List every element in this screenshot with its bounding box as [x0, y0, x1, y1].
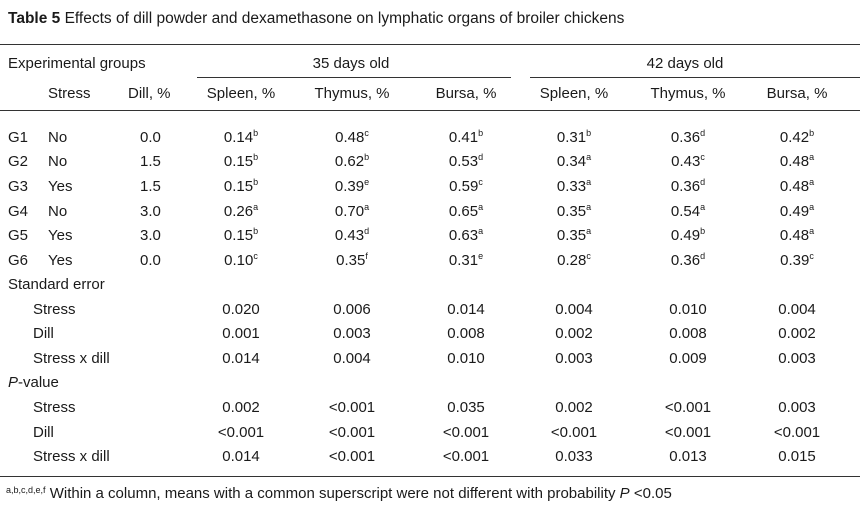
- cell-superscript: b: [364, 152, 370, 162]
- cell-value: 0.53: [448, 153, 479, 170]
- cell-value: 0.36: [670, 178, 701, 195]
- table-cell: [557, 227, 591, 245]
- table-cell: <0.001: [664, 399, 712, 416]
- header-experimental-groups: Experimental groups: [8, 55, 146, 72]
- cell-superscript: a: [364, 202, 370, 212]
- stat-row-label: Stress: [33, 301, 76, 318]
- cell-superscript: a: [809, 177, 815, 187]
- table-cell: <0.001: [328, 424, 376, 441]
- table-cell: [780, 178, 814, 196]
- group-dill: 0.0: [140, 129, 161, 146]
- table-cell: [780, 153, 814, 171]
- table-cell: <0.001: [442, 424, 490, 441]
- table-cell: [224, 252, 258, 270]
- table-cell: [780, 252, 814, 270]
- table-cell: [557, 178, 591, 196]
- cell-superscript: c: [809, 251, 814, 261]
- table-cell: 0.014: [222, 350, 260, 367]
- group-stress: Yes: [48, 252, 73, 269]
- column-header: Bursa, %: [435, 85, 497, 102]
- cell-superscript: b: [809, 128, 815, 138]
- table-cell: [449, 252, 483, 270]
- rule-42-days: [530, 77, 860, 78]
- cell-value: 0.15: [223, 153, 254, 170]
- cell-value: 0.49: [670, 227, 701, 244]
- cell-superscript: a: [586, 226, 592, 236]
- stat-row-label: Dill: [33, 424, 54, 441]
- cell-value: 0.59: [449, 178, 479, 195]
- cell-value: 0.26: [223, 203, 254, 220]
- section-p-value: [8, 374, 59, 392]
- cell-value: 0.41: [448, 129, 479, 146]
- table-cell: [671, 227, 705, 245]
- table-cell: [335, 178, 369, 196]
- cell-value: 0.65: [448, 203, 479, 220]
- group-id: G5: [8, 227, 29, 244]
- table-cell: [224, 203, 258, 221]
- cell-value: 0.43: [671, 153, 701, 170]
- cell-superscript: c: [586, 251, 591, 261]
- table-cell: [335, 227, 369, 245]
- cell-superscript: b: [253, 128, 259, 138]
- table-cell: <0.001: [328, 448, 376, 465]
- table-cell: <0.001: [550, 424, 598, 441]
- table-cell: 0.013: [669, 448, 707, 465]
- table-cell: 0.002: [555, 399, 593, 416]
- table-cell: [780, 227, 814, 245]
- table-cell: <0.001: [773, 424, 821, 441]
- cell-superscript: b: [253, 152, 259, 162]
- table-label: Table 5: [8, 10, 61, 27]
- table-cell: 0.014: [222, 448, 260, 465]
- table-cell: [557, 252, 591, 270]
- cell-value: 0.36: [670, 252, 701, 269]
- rule-35-days: [197, 77, 511, 78]
- footnote-p: P: [619, 485, 630, 502]
- table-cell: [449, 227, 483, 245]
- table-cell: [671, 178, 705, 196]
- cell-superscript: a: [809, 152, 815, 162]
- header-42-days: 42 days old: [646, 55, 724, 72]
- cell-value: 0.49: [779, 203, 810, 220]
- cell-superscript: a: [700, 202, 706, 212]
- cell-value: 0.48: [779, 178, 810, 195]
- caption-text: Effects of dill powder and dexamethasone on lymphatic organs of broiler chickens: [60, 10, 625, 27]
- top-rule: [0, 44, 860, 45]
- table-cell: 0.008: [447, 325, 485, 342]
- table-cell: 0.002: [222, 399, 260, 416]
- cell-value: 0.28: [557, 252, 587, 269]
- table-cell: 0.033: [555, 448, 593, 465]
- cell-superscript: b: [253, 226, 259, 236]
- cell-superscript: e: [478, 251, 484, 261]
- table-cell: [557, 203, 591, 221]
- header-rule: [0, 110, 860, 111]
- table-caption: [8, 10, 624, 28]
- group-id: G4: [8, 203, 29, 220]
- group-stress: No: [48, 153, 68, 170]
- cell-value: 0.63: [448, 227, 479, 244]
- cell-superscript: a: [253, 202, 259, 212]
- table-cell: 0.002: [778, 325, 816, 342]
- table-cell: <0.001: [217, 424, 265, 441]
- cell-value: 0.62: [334, 153, 365, 170]
- cell-superscript: e: [364, 177, 370, 187]
- table-cell: <0.001: [328, 399, 376, 416]
- table-cell: 0.035: [447, 399, 485, 416]
- cell-value: 0.48: [335, 129, 365, 146]
- cell-value: 0.39: [780, 252, 810, 269]
- group-id: G2: [8, 153, 29, 170]
- cell-value: 0.43: [334, 227, 365, 244]
- cell-value: 0.15: [223, 227, 254, 244]
- table-cell: [671, 252, 705, 270]
- cell-value: 0.14: [223, 129, 254, 146]
- stat-row-label: Stress x dill: [33, 350, 110, 367]
- column-header: Thymus, %: [314, 85, 390, 102]
- cell-superscript: c: [700, 152, 705, 162]
- cell-value: 0.10: [224, 252, 254, 269]
- cell-value: 0.34: [556, 153, 587, 170]
- table-cell: [557, 129, 591, 147]
- table-cell: 0.004: [778, 301, 816, 318]
- cell-superscript: a: [809, 226, 815, 236]
- stat-row-label: Stress: [33, 399, 76, 416]
- column-header: Thymus, %: [650, 85, 726, 102]
- cell-superscript: b: [700, 226, 706, 236]
- cell-value: 0.39: [334, 178, 365, 195]
- table-cell: 0.008: [669, 325, 707, 342]
- section-standard-error: Standard error: [8, 276, 105, 293]
- table-cell: [224, 178, 258, 196]
- table-cell: [671, 153, 705, 171]
- cell-superscript: c: [364, 128, 369, 138]
- table-cell: 0.010: [669, 301, 707, 318]
- table-cell: 0.006: [333, 301, 371, 318]
- cell-value: 0.42: [779, 129, 810, 146]
- table-cell: [224, 129, 258, 147]
- cell-superscript: c: [253, 251, 258, 261]
- cell-value: 0.35: [556, 203, 587, 220]
- footnote-text: Within a column, means with a common superscript were not different with probability: [45, 485, 620, 502]
- group-dill: 1.5: [140, 178, 161, 195]
- table-cell: [335, 129, 369, 147]
- table-cell: <0.001: [442, 448, 490, 465]
- table-cell: [224, 153, 258, 171]
- group-id: G1: [8, 129, 29, 146]
- cell-superscript: a: [586, 202, 592, 212]
- cell-superscript: b: [253, 177, 259, 187]
- table-cell: [449, 129, 483, 147]
- table-cell: 0.003: [555, 350, 593, 367]
- table-cell: [335, 153, 369, 171]
- table-cell: [336, 252, 368, 270]
- table-cell: [449, 203, 483, 221]
- table-cell: <0.001: [664, 424, 712, 441]
- cell-superscript: d: [700, 177, 706, 187]
- table-cell: 0.020: [222, 301, 260, 318]
- cell-value: 0.31: [448, 252, 479, 269]
- footnote-superscripts: a,b,c,d,e,f: [6, 485, 46, 495]
- group-dill: 3.0: [140, 203, 161, 220]
- table-cell: 0.002: [555, 325, 593, 342]
- table-cell: 0.004: [333, 350, 371, 367]
- cell-value: 0.48: [779, 227, 810, 244]
- cell-superscript: d: [364, 226, 370, 236]
- group-id: G3: [8, 178, 29, 195]
- column-header: Bursa, %: [766, 85, 828, 102]
- column-header: Spleen, %: [539, 85, 609, 102]
- cell-value: 0.15: [223, 178, 254, 195]
- table-cell: [449, 178, 483, 196]
- cell-superscript: a: [809, 202, 815, 212]
- cell-value: 0.48: [779, 153, 810, 170]
- table-cell: 0.009: [669, 350, 707, 367]
- cell-superscript: d: [478, 152, 484, 162]
- group-stress: Yes: [48, 227, 73, 244]
- cell-superscript: a: [586, 152, 592, 162]
- group-dill: 0.0: [140, 252, 161, 269]
- cell-value: 0.70: [334, 203, 365, 220]
- group-dill: 3.0: [140, 227, 161, 244]
- cell-superscript: f: [365, 251, 368, 261]
- stat-row-label: Stress x dill: [33, 448, 110, 465]
- column-header: Spleen, %: [206, 85, 276, 102]
- cell-superscript: b: [478, 128, 484, 138]
- group-stress: Yes: [48, 178, 73, 195]
- cell-superscript: a: [478, 202, 484, 212]
- p-value-rest: -value: [18, 374, 59, 391]
- table-cell: 0.015: [778, 448, 816, 465]
- group-stress: No: [48, 129, 68, 146]
- table-cell: [335, 203, 369, 221]
- cell-value: 0.54: [670, 203, 701, 220]
- cell-superscript: a: [478, 226, 484, 236]
- cell-superscript: b: [586, 128, 592, 138]
- cell-superscript: d: [700, 128, 706, 138]
- header-dill: Dill, %: [128, 85, 171, 102]
- group-stress: No: [48, 203, 68, 220]
- table-cell: 0.003: [778, 350, 816, 367]
- footnote-threshold: <0.05: [629, 485, 672, 502]
- cell-value: 0.35: [336, 252, 366, 269]
- header-stress: Stress: [48, 85, 91, 102]
- cell-value: 0.31: [556, 129, 587, 146]
- cell-superscript: a: [586, 177, 592, 187]
- group-dill: 1.5: [140, 153, 161, 170]
- bottom-rule: [0, 476, 860, 477]
- table-cell: [780, 203, 814, 221]
- table-cell: 0.001: [222, 325, 260, 342]
- table-cell: [780, 129, 814, 147]
- table-cell: [224, 227, 258, 245]
- stat-row-label: Dill: [33, 325, 54, 342]
- cell-superscript: c: [478, 177, 483, 187]
- cell-value: 0.36: [670, 129, 701, 146]
- table-cell: [449, 153, 483, 171]
- table-cell: [671, 129, 705, 147]
- table-cell: [671, 203, 705, 221]
- footnote: [6, 485, 672, 502]
- header-35-days: 35 days old: [312, 55, 390, 72]
- table-cell: 0.003: [778, 399, 816, 416]
- cell-value: 0.33: [556, 178, 587, 195]
- cell-value: 0.35: [556, 227, 587, 244]
- table-cell: 0.003: [333, 325, 371, 342]
- group-id: G6: [8, 252, 29, 269]
- cell-superscript: d: [700, 251, 706, 261]
- table-cell: 0.014: [447, 301, 485, 318]
- table-cell: 0.010: [447, 350, 485, 367]
- p-value-italic: P: [8, 374, 19, 391]
- table-cell: 0.004: [555, 301, 593, 318]
- table-cell: [557, 153, 591, 171]
